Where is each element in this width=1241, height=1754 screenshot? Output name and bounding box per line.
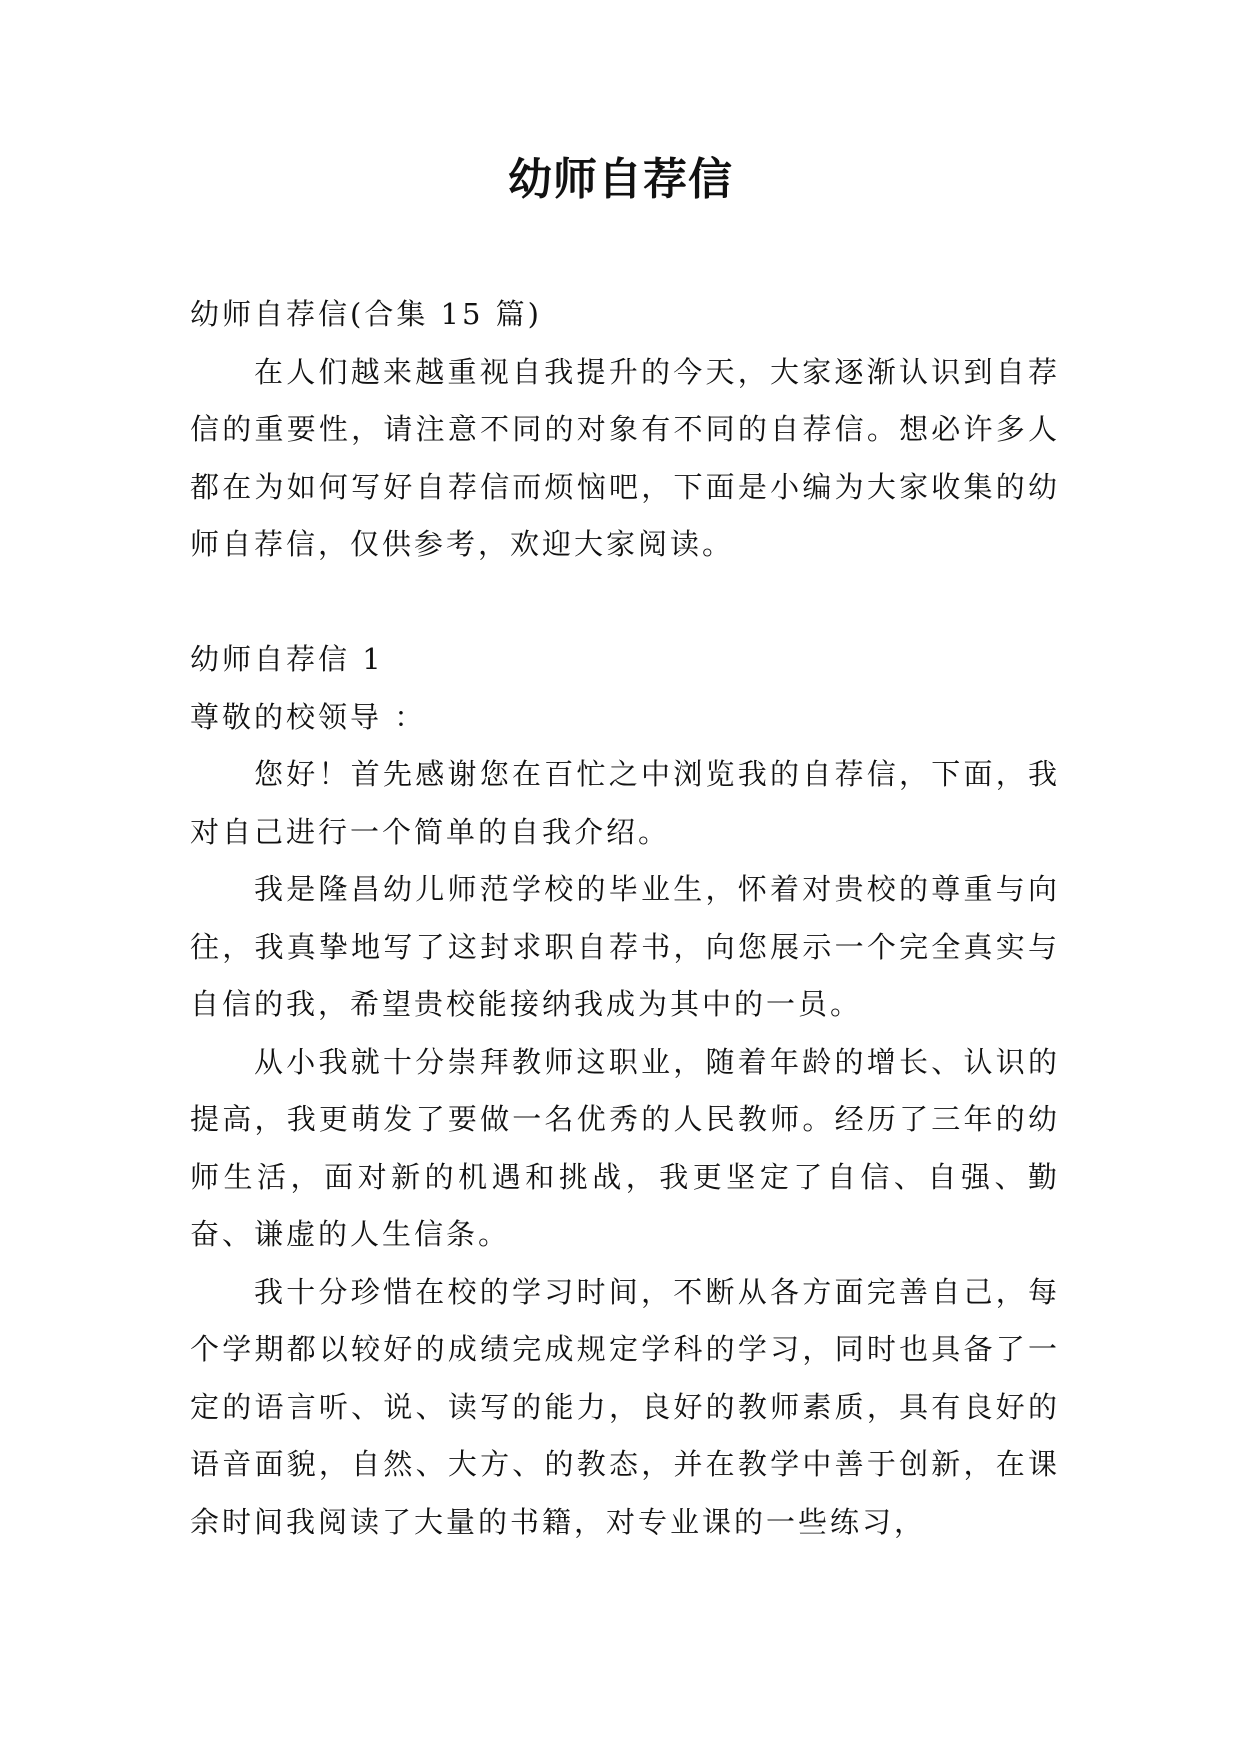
- paragraph-spacer: [190, 574, 1060, 632]
- body-paragraph-study: 我十分珍惜在校的学习时间，不断从各方面完善自己，每个学期都以较好的成绩完成规定学科的学习，同时也具备了一定的语言听、说、读写的能力，良好的教师素质，具有良好的语音面貌，自然、大方、的教态，并在教学中善于创新，在课余时间我阅读了大量的书籍，对专业课的一些练习，: [190, 1274, 1060, 1539]
- section-title: 幼师自荐信 1: [190, 642, 384, 676]
- intro-paragraph: 在人们越来越重视自我提升的今天，大家逐渐认识到自荐信的重要性，请注意不同的对象有不同的自荐信。想必许多人都在为如何写好自荐信而烦恼吧，下面是小编为大家收集的幼师自荐信，仅供参考，欢迎大家阅读。: [190, 354, 1060, 561]
- salutation: 尊敬的校领导 ：: [190, 699, 427, 734]
- body-paragraph-greeting: 您好！首先感谢您在百忙之中浏览我的自荐信，下面，我对自己进行一个简单的自我介绍。: [190, 757, 1060, 849]
- document-body: [190, 286, 1060, 1551]
- body-paragraph-aspiration: 从小我就十分崇拜教师这职业，随着年龄的增长、认识的提高，我更萌发了要做一名优秀的人民教师。经历了三年的幼师生活，面对新的机遇和挑战，我更坚定了自信、自强、勤奋、谦虚的人生信条。: [190, 1044, 1060, 1251]
- body-paragraph-introduction: 我是隆昌幼儿师范学校的毕业生，怀着对贵校的尊重与向往，我真挚地写了这封求职自荐书，向您展示一个完全真实与自信的我，希望贵校能接纳我成为其中的一员。: [190, 872, 1060, 1021]
- collection-heading: 幼师自荐信(合集 15 篇): [190, 297, 542, 331]
- document-title: 幼师自荐信: [508, 154, 733, 205]
